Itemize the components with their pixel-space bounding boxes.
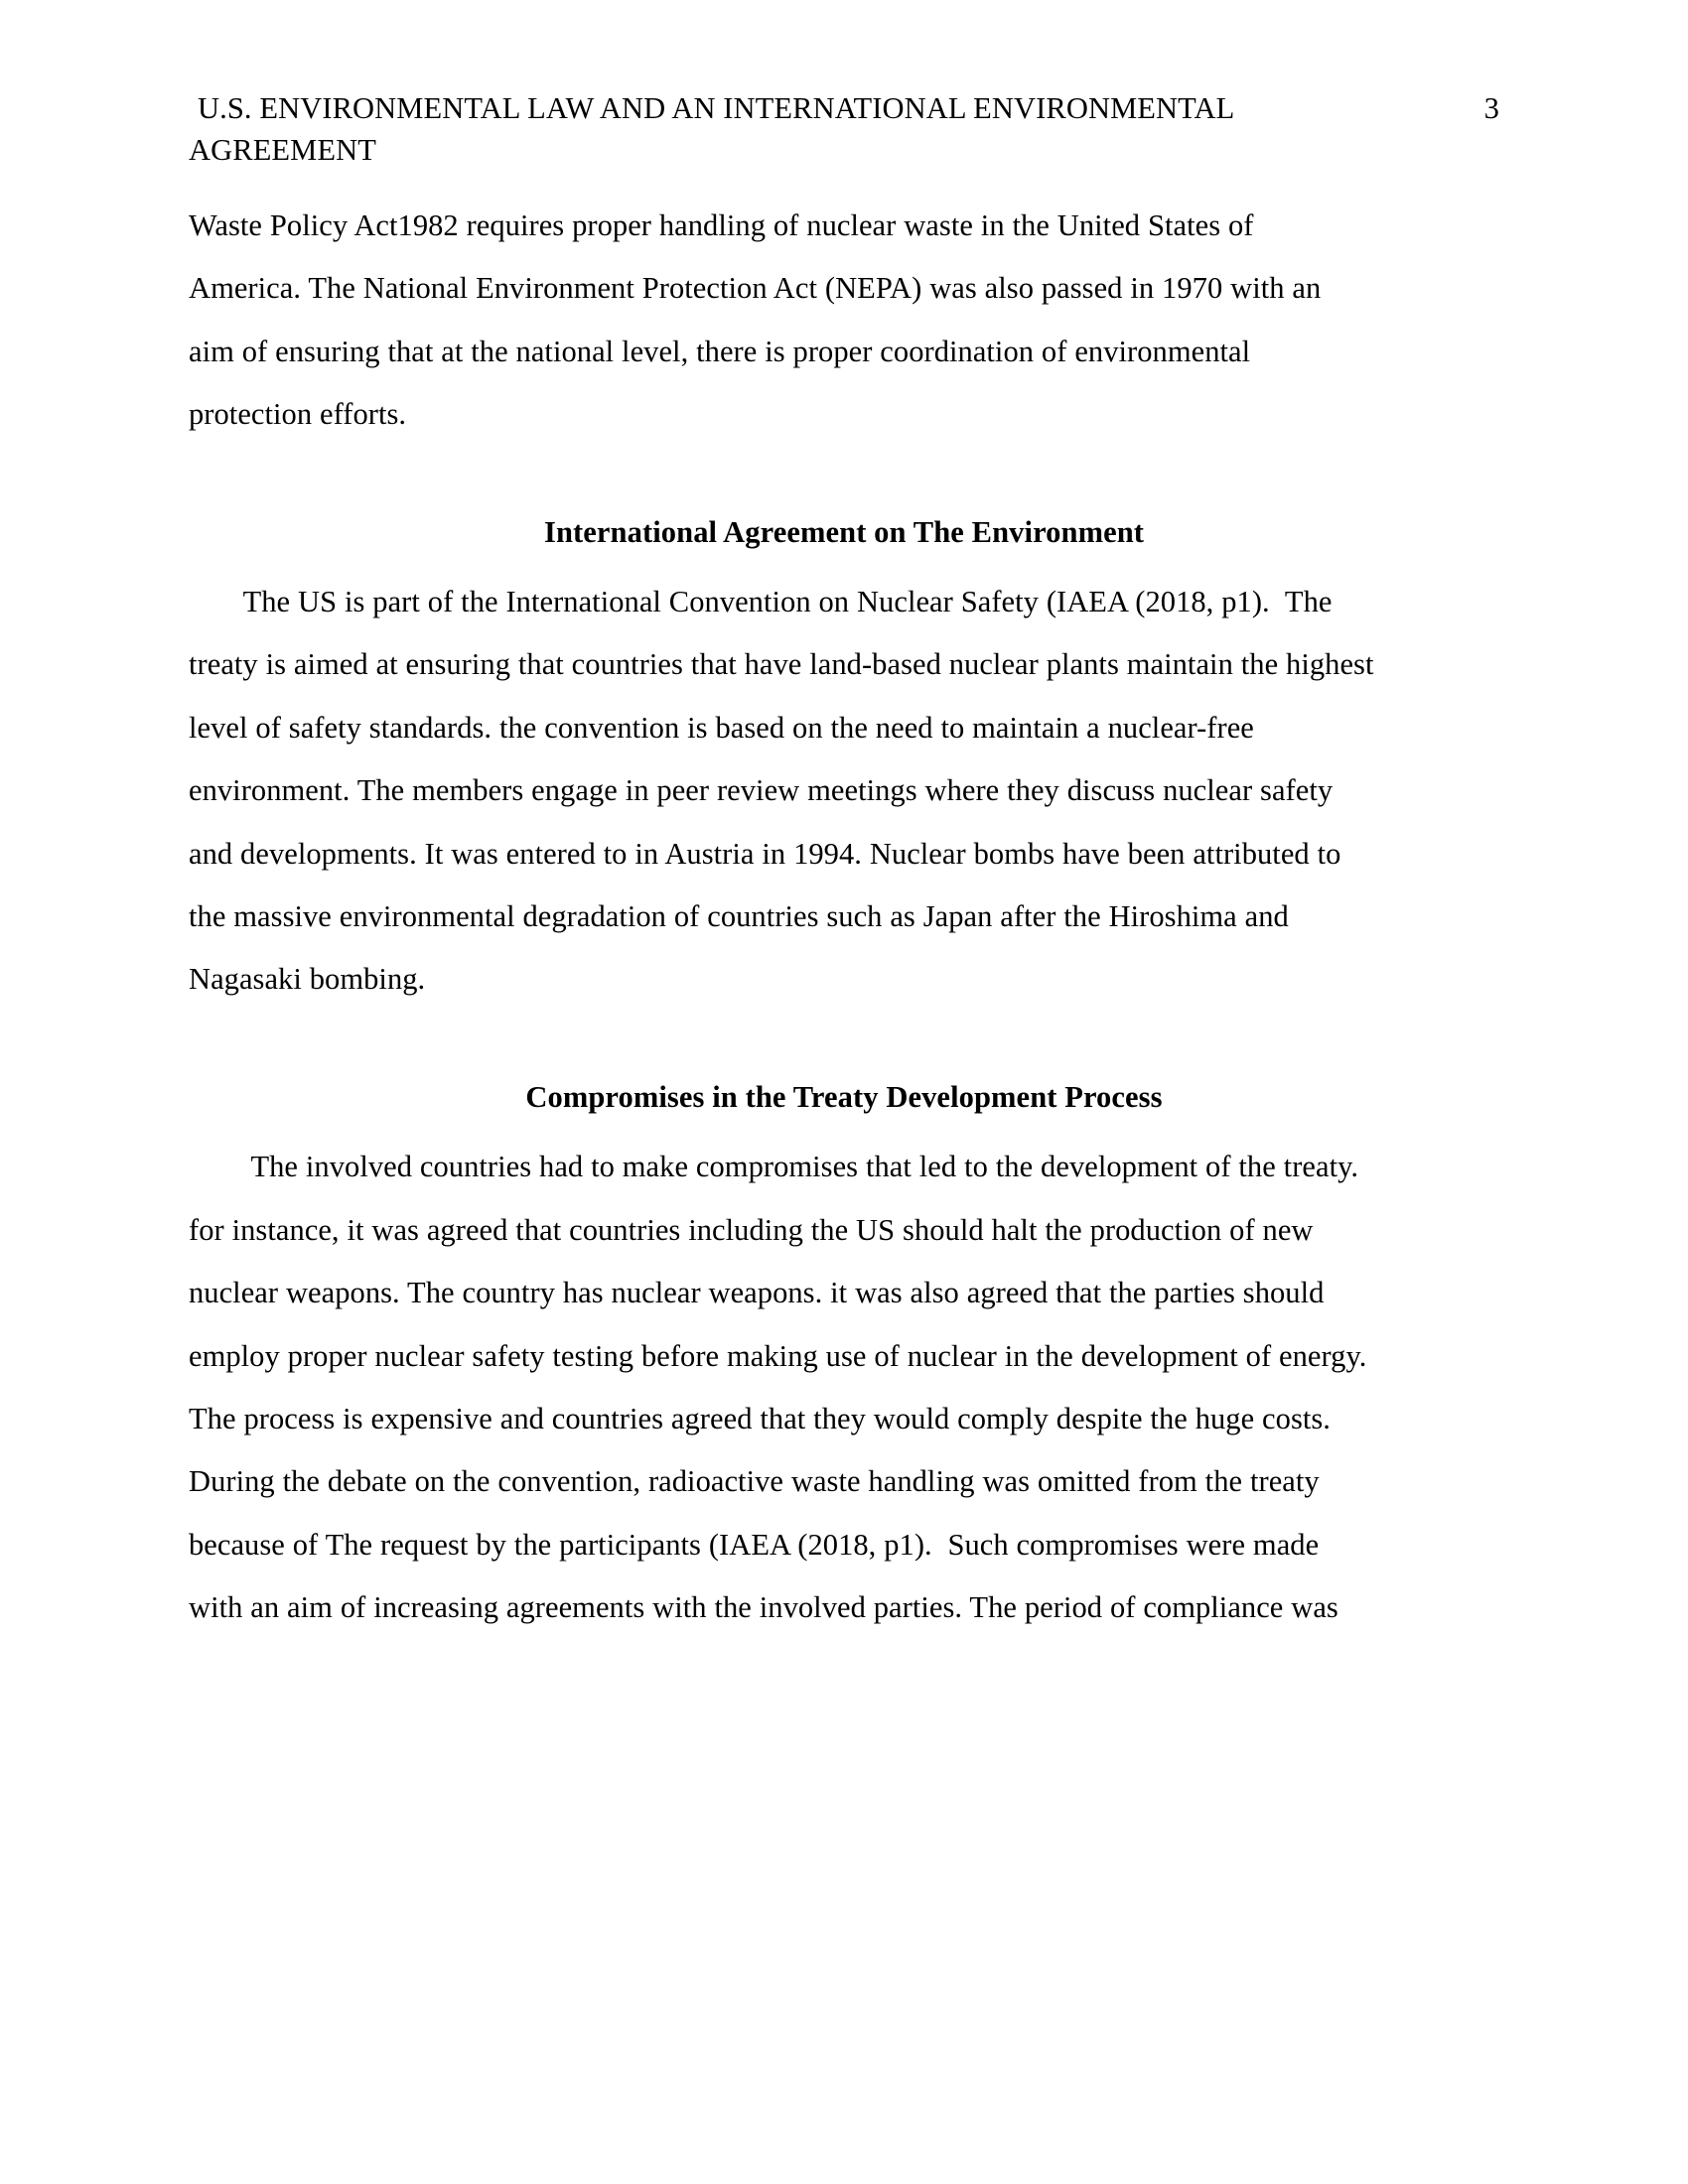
text-line: America. The National Environment Protection Act (NEPA) was also passed in 1970 with an [189, 271, 1322, 306]
running-header [189, 87, 1499, 171]
running-header-title-line-1: U.S. ENVIRONMENTAL LAW AND AN INTERNATIONAL ENVIRONMENTAL [198, 91, 1235, 125]
text-line: protection efforts. [189, 397, 407, 432]
text-line: for instance, it was agreed that countries including the US should halt the production of new [189, 1212, 1314, 1247]
paragraph-2 [189, 571, 1499, 1012]
text-line: treaty is aimed at ensuring that countries that have land-based nuclear plants maintain the highest [189, 647, 1374, 682]
text-line: Nagasaki bombing. [189, 962, 426, 997]
text-line: Waste Policy Act1982 requires proper handling of nuclear waste in the United States of [189, 208, 1254, 242]
spacer [189, 1012, 1499, 1066]
text-line: The involved countries had to make compromises that led to the development of the treaty. [189, 1150, 1359, 1184]
document-body [189, 195, 1499, 1640]
text-line: because of The request by the participants (IAEA (2018, p1). Such compromises were made [189, 1527, 1320, 1562]
text-line: The US is part of the International Convention on Nuclear Safety (IAEA (2018, p1). The [189, 585, 1333, 619]
text-line: environment. The members engage in peer review meetings where they discuss nuclear safety [189, 773, 1334, 808]
section-heading-international-agreement: International Agreement on The Environment [543, 514, 1145, 549]
paragraph-1 [189, 195, 1499, 447]
spacer [189, 447, 1499, 501]
text-line: nuclear weapons. The country has nuclear weapons. it was also agreed that the parties should [189, 1276, 1325, 1310]
running-header-title-line-2: AGREEMENT [189, 133, 376, 167]
text-line: During the debate on the convention, radioactive waste handling was omitted from the treaty [189, 1464, 1320, 1499]
text-line: The process is expensive and countries agreed that they would comply despite the huge costs. [189, 1401, 1331, 1435]
spacer [189, 1129, 1499, 1136]
text-line: employ proper nuclear safety testing before making use of nuclear in the development of energy. [189, 1338, 1367, 1373]
text-line: aim of ensuring that at the national level, there is proper coordination of environmental [189, 334, 1251, 368]
text-line: with an aim of increasing agreements with the involved parties. The period of compliance was [189, 1590, 1338, 1625]
page-number: 3 [1483, 91, 1499, 125]
text-line: and developments. It was entered to in Austria in 1994. Nuclear bombs have been attributed to [189, 836, 1341, 871]
section-heading-compromises: Compromises in the Treaty Development Process [525, 1079, 1163, 1114]
text-line: the massive environmental degradation of countries such as Japan after the Hiroshima and [189, 899, 1289, 934]
spacer [189, 564, 1499, 571]
paragraph-3 [189, 1136, 1499, 1639]
text-line: level of safety standards. the convention is based on the need to maintain a nuclear-free [189, 710, 1254, 745]
